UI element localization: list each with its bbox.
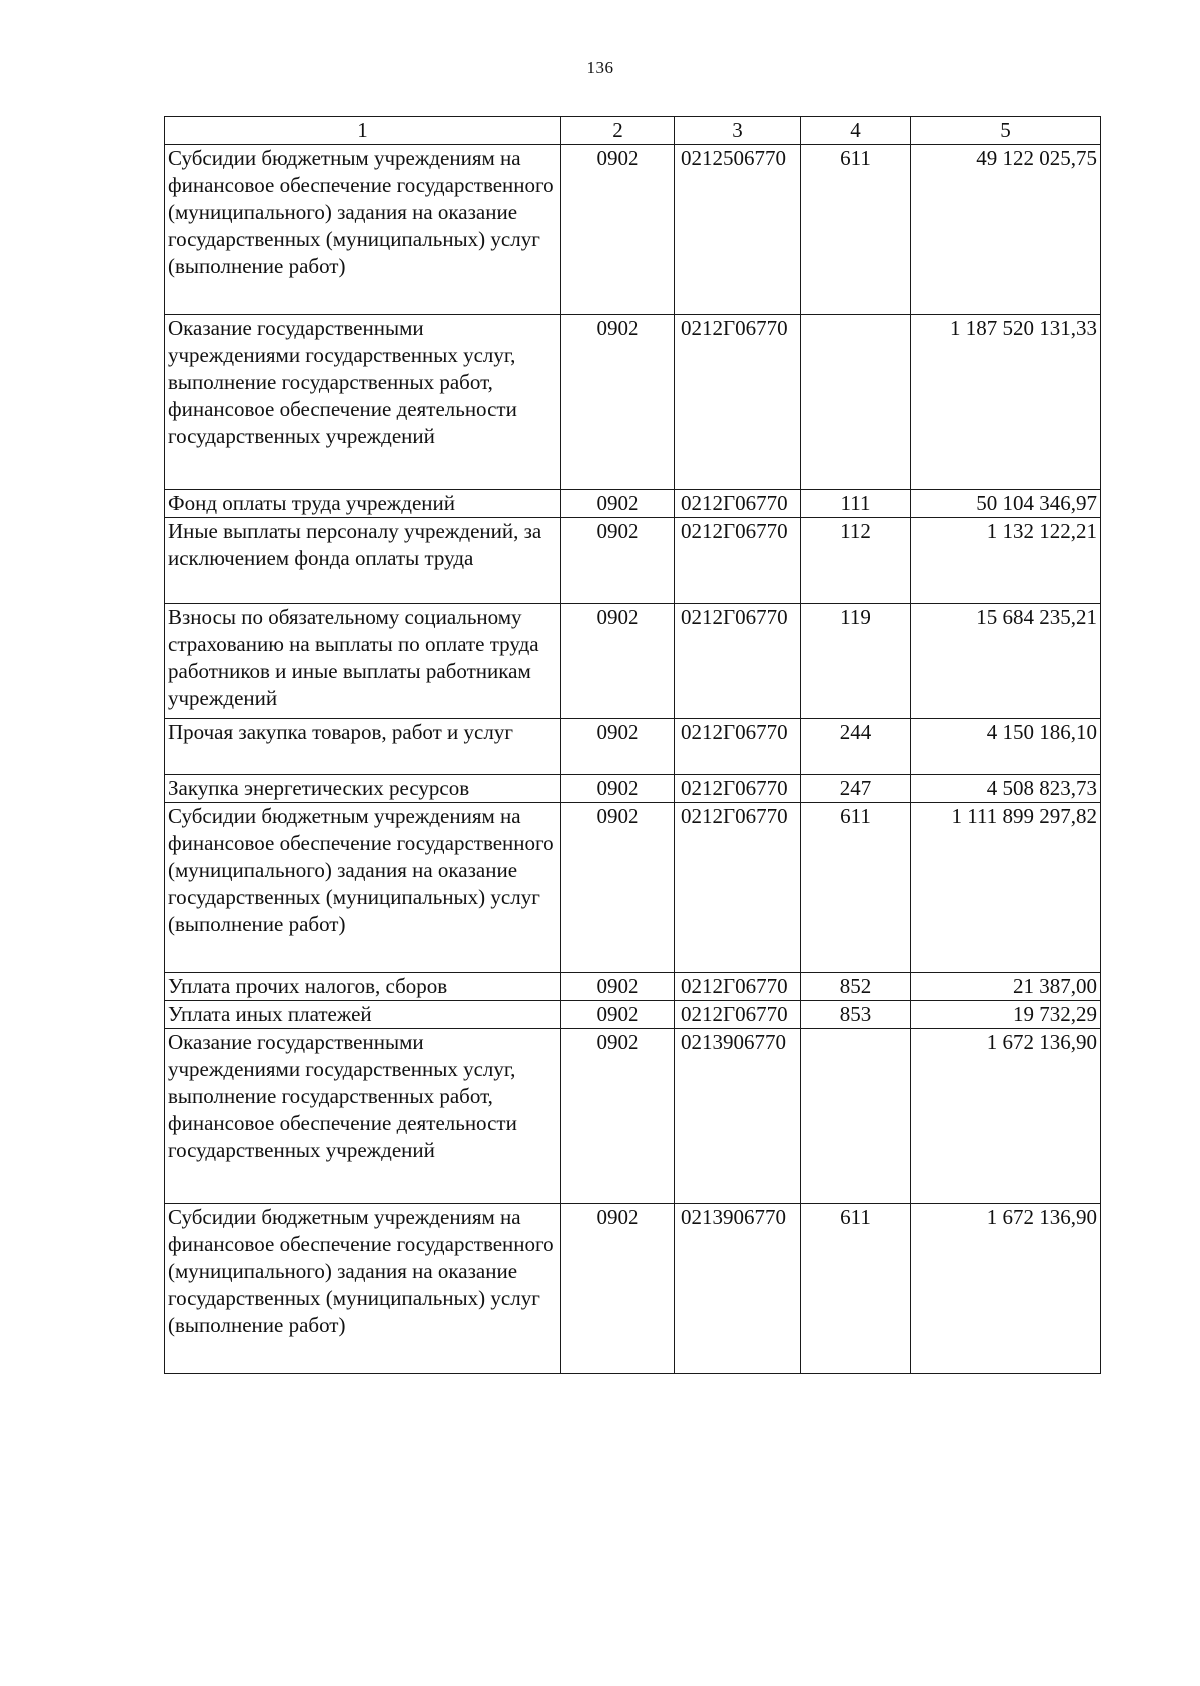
row-type: 611 [801,1204,911,1374]
row-section: 0902 [561,803,675,973]
row-name: Субсидии бюджетным учреждениям на финансовое обеспечение государственного (муниципального) задания на оказание государственных (муниципальных) услуг (выполнение работ) [165,1204,561,1374]
row-type [801,1029,911,1204]
table-row [165,315,1101,490]
column-header-3: 3 [675,117,801,145]
row-code: 0213906770 [675,1204,801,1374]
row-name: Прочая закупка товаров, работ и услуг [165,719,561,775]
column-header-2: 2 [561,117,675,145]
row-amount: 15 684 235,21 [911,604,1101,719]
table-row [165,719,1101,775]
table-row [165,1204,1101,1374]
row-type: 247 [801,775,911,803]
row-amount: 19 732,29 [911,1001,1101,1029]
row-type [801,315,911,490]
row-name: Оказание государственными учреждениями государственных услуг, выполнение государственных работ, финансовое обеспечение деятельности государственных учреждений [165,1029,561,1204]
row-name: Оказание государственными учреждениями государственных услуг, выполнение государственных работ, финансовое обеспечение деятельности государственных учреждений [165,315,561,490]
column-header-1: 1 [165,117,561,145]
row-code: 0212Г06770 [675,775,801,803]
row-name: Уплата иных платежей [165,1001,561,1029]
row-amount: 1 672 136,90 [911,1029,1101,1204]
budget-table [164,116,1101,1374]
row-section: 0902 [561,315,675,490]
row-name: Уплата прочих налогов, сборов [165,973,561,1001]
row-code: 0213906770 [675,1029,801,1204]
row-section: 0902 [561,973,675,1001]
table-row [165,490,1101,518]
page-number: 136 [586,58,614,77]
row-section: 0902 [561,518,675,604]
row-section: 0902 [561,1001,675,1029]
column-header-5: 5 [911,117,1101,145]
row-code: 0212Г06770 [675,518,801,604]
row-type: 853 [801,1001,911,1029]
row-amount: 1 672 136,90 [911,1204,1101,1374]
row-type: 244 [801,719,911,775]
row-amount: 1 187 520 131,33 [911,315,1101,490]
row-section: 0902 [561,145,675,315]
row-amount: 49 122 025,75 [911,145,1101,315]
row-name: Субсидии бюджетным учреждениям на финансовое обеспечение государственного (муниципального) задания на оказание государственных (муниципальных) услуг (выполнение работ) [165,145,561,315]
table-row [165,973,1101,1001]
row-type: 111 [801,490,911,518]
row-type: 611 [801,803,911,973]
row-code: 0212Г06770 [675,973,801,1001]
table-row [165,518,1101,604]
row-name: Субсидии бюджетным учреждениям на финансовое обеспечение государственного (муниципального) задания на оказание государственных (муниципальных) услуг (выполнение работ) [165,803,561,973]
table-row [165,803,1101,973]
table-row [165,145,1101,315]
row-amount: 50 104 346,97 [911,490,1101,518]
row-name: Закупка энергетических ресурсов [165,775,561,803]
row-type: 112 [801,518,911,604]
row-section: 0902 [561,1029,675,1204]
row-section: 0902 [561,490,675,518]
row-code: 0212Г06770 [675,803,801,973]
column-header-4: 4 [801,117,911,145]
row-name: Фонд оплаты труда учреждений [165,490,561,518]
row-amount: 4 508 823,73 [911,775,1101,803]
table-header-row [165,117,1101,145]
row-name: Иные выплаты персоналу учреждений, за исключением фонда оплаты труда [165,518,561,604]
row-amount: 1 111 899 297,82 [911,803,1101,973]
row-section: 0902 [561,775,675,803]
row-type: 852 [801,973,911,1001]
row-code: 0212506770 [675,145,801,315]
table-row [165,604,1101,719]
row-code: 0212Г06770 [675,490,801,518]
row-section: 0902 [561,1204,675,1374]
table-row [165,1029,1101,1204]
row-code: 0212Г06770 [675,1001,801,1029]
row-code: 0212Г06770 [675,315,801,490]
row-code: 0212Г06770 [675,604,801,719]
row-type: 119 [801,604,911,719]
table-row [165,1001,1101,1029]
row-amount: 1 132 122,21 [911,518,1101,604]
table-row [165,775,1101,803]
row-name: Взносы по обязательному социальному страхованию на выплаты по оплате труда работников и иные выплаты работникам учреждений [165,604,561,719]
row-section: 0902 [561,719,675,775]
row-code: 0212Г06770 [675,719,801,775]
row-amount: 4 150 186,10 [911,719,1101,775]
row-section: 0902 [561,604,675,719]
row-amount: 21 387,00 [911,973,1101,1001]
row-type: 611 [801,145,911,315]
